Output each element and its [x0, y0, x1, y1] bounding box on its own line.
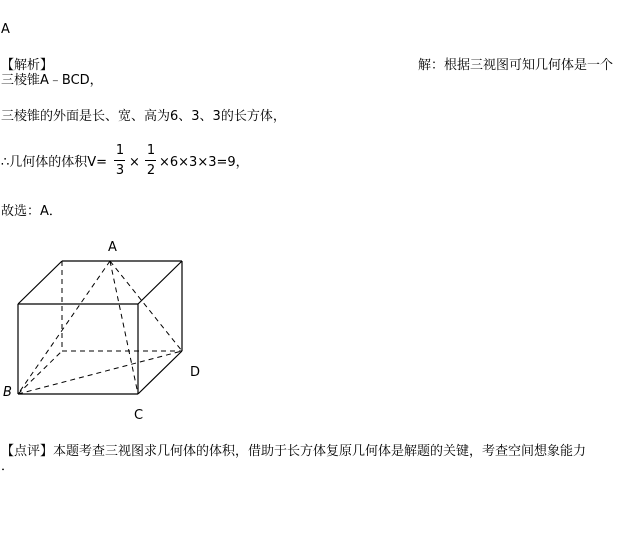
fraction-1-numerator: 1	[115, 143, 125, 158]
fraction-1-denominator: 3	[115, 163, 125, 178]
fraction-1-bar	[114, 160, 125, 161]
geometry-figure	[0, 232, 230, 422]
analysis-line-2: 三棱锥的外面是长、宽、高为6、3、3的长方体，	[1, 109, 286, 124]
pyramid-edge-BD	[18, 351, 182, 394]
pyramid-edge-AD	[110, 261, 182, 351]
hidden-edge-bottom-left	[18, 351, 62, 394]
volume-suffix: ×6×3×3=9，	[159, 155, 249, 170]
fraction-2-denominator: 2	[146, 163, 156, 178]
edge-top-right	[138, 261, 182, 304]
comment-line-1: 【点评】本题考查三视图求几何体的体积，借助于长方体复原几何体是解题的关键，考查空间想象能力	[1, 444, 587, 459]
times-sign: ×	[129, 155, 140, 170]
vertex-label-C: C	[134, 408, 144, 422]
pyramid-edge-AC	[110, 261, 138, 394]
vertex-label-D: D	[190, 365, 201, 380]
edge-bottom-right	[138, 351, 182, 394]
pyramid-edge-AB	[18, 261, 110, 394]
analysis-line-1: 三棱锥A﹣BCD，	[1, 73, 103, 88]
edge-top-left	[18, 261, 62, 304]
answer-text: A	[1, 22, 10, 37]
volume-prefix: ∴几何体的体积V=	[1, 155, 108, 170]
analysis-header: 【解析】	[1, 58, 54, 73]
vertex-label-A: A	[108, 240, 117, 255]
comment-line-2: ．	[1, 459, 15, 474]
fraction-2-bar	[145, 160, 156, 161]
fraction-2-numerator: 1	[146, 143, 156, 158]
analysis-intro: 解：根据三视图可知几何体是一个	[418, 58, 614, 73]
choice-text: 故选：A．	[1, 204, 62, 219]
vertex-label-B: B	[3, 385, 12, 400]
